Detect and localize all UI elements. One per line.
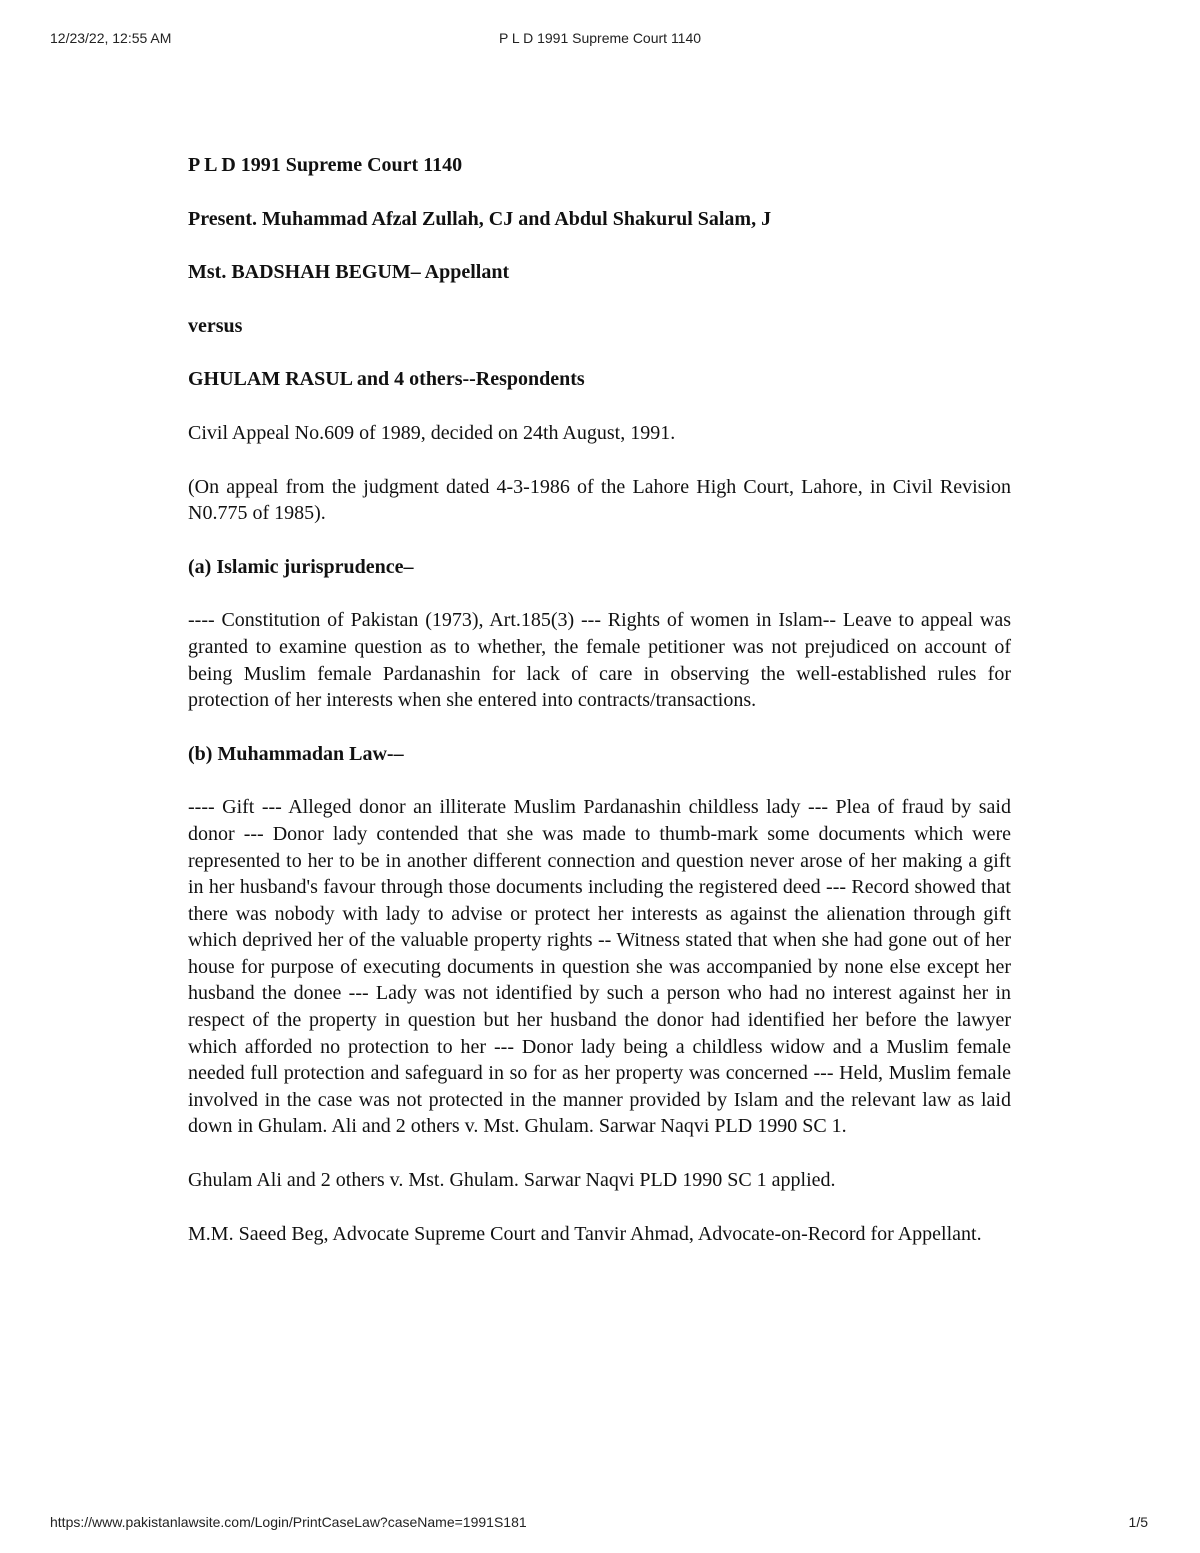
versus: versus [188, 314, 243, 337]
appeal-from: (On appeal from the judgment dated 4-3-1986 of the Lahore High Court, Lahore, in Civil Revision N0.775 of 1985). [188, 475, 1011, 525]
print-datetime: 12/23/22, 12:55 AM [50, 30, 172, 46]
page-number: 1/5 [1128, 1514, 1148, 1530]
applied-citation: Ghulam Ali and 2 others v. Mst. Ghulam. Sarwar Naqvi PLD 1990 SC 1 applied. [188, 1169, 836, 1192]
bench: Present. Muhammad Afzal Zullah, CJ and Abdul Shakurul Salam, J [188, 207, 772, 230]
print-footer [0, 1514, 1200, 1534]
heading-a: (a) Islamic jurisprudence– [188, 555, 414, 578]
paragraph-a: ---- Constitution of Pakistan (1973), Art.185(3) --- Rights of women in Islam-- Leave to appeal was granted to examine question as to whether, the female petitioner was not prejudiced on account of being Muslim female Pardanashin for lack of care in observing the well-established rules for protection of her interests when she entered into contracts/transactions. [188, 609, 1011, 712]
print-url: https://www.pakistanlawsite.com/Login/PrintCaseLaw?caseName=1991S181 [50, 1514, 527, 1530]
document-body [188, 152, 1011, 1247]
case-citation: P L D 1991 Supreme Court 1140 [188, 154, 463, 176]
appellant: Mst. BADSHAH BEGUM– Appellant [188, 261, 510, 284]
counsel: M.M. Saeed Beg, Advocate Supreme Court and Tanvir Ahmad, Advocate-on-Record for Appellant. [188, 1222, 982, 1245]
paragraph-b: ---- Gift --- Alleged donor an illiterate Muslim Pardanashin childless lady --- Plea of fraud by said donor --- Donor lady contended that she was made to thumb-mark some documents which were represented to her to be in another different connection and question never arose of her making a gift in her husband's favour through those documents including the registered deed --- Record showed that there was nobody with lady to advise or protect her interests as against the alienation through gift which deprived her of the valuable property rights -- Witness stated that when she had gone out of her house for purpose of executing documents in question she was accompanied by none else except her husband the donee --- Lady was not identified by such a person who had no interest against her in respect of the property in question but her husband the donor had identified her before the lawyer which afforded no protection to her --- Donor lady being a childless widow and a Muslim female needed full protection and safeguard in so for as her property was concerned --- Held, Muslim female involved in the case was not protected in the manner provided by Islam and the relevant law as laid down in Ghulam. Ali and 2 others v. Mst. Ghulam. Sarwar Naqvi PLD 1990 SC 1. [188, 796, 1011, 1138]
heading-b: (b) Muhammadan Law-– [188, 742, 404, 765]
print-header [0, 30, 1200, 50]
case-info: Civil Appeal No.609 of 1989, decided on 24th August, 1991. [188, 421, 676, 444]
respondents: GHULAM RASUL and 4 others--Respondents [188, 368, 585, 391]
print-title: P L D 1991 Supreme Court 1140 [498, 30, 702, 46]
